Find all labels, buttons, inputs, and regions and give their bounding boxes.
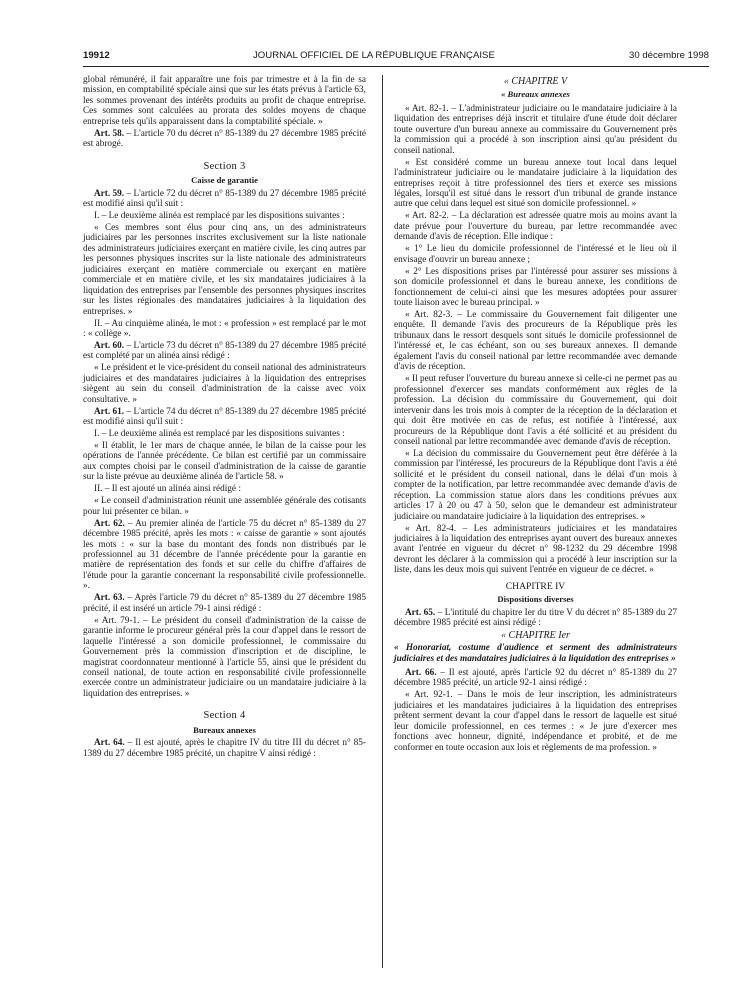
article-label: Art. 65. xyxy=(405,607,436,618)
paragraph: « 1° Le lieu du domicile professionnel de l'intéressé et le lieu où il envisage d'ouvrir un bureau annexe ; xyxy=(394,244,677,265)
paragraph: « Art. 82-2. – La déclaration est adressée quatre mois au moins avant la date prévue pour l'ouverture du bureau, par lettre recommandée avec demande d'avis de réception. Elle indique : xyxy=(394,211,677,243)
article-text: – L'intitulé du chapitre Ier du titre V du décret n° 85-1389 du 27 décembre 1985 précité est ainsi rédigé : xyxy=(394,607,677,629)
section-title: Section 4 xyxy=(203,710,246,722)
article-text: – Au premier alinéa de l'article 75 du décret n° 85-1389 du 27 décembre 1985 précité, après les mots : « caisse de garantie » sont ajoutés les mots : « sur la base du montant des fonds non distribués par le professionnel au 31 décembre de l'année précédente pour la garantie en matière de représentation des fonds et sur celle du chiffre d'affaires de l'étude pour la garantie concernant la responsabilité civile professionnelle. ». xyxy=(83,518,366,592)
paragraph: « La décision du commissaire du Gouvernement peut être déférée à la commission par l'intéressé, les procureurs de la République dont l'avis a été sollicité et le président du conseil national, dans le délai d'un mois à compter de la notification, par lettre recommandée avec demande d'avis de réception. La commission statue alors dans les conditions prévues aux articles 17 à 20 ou 47 à 50, selon que le demandeur est administrateur judiciaire ou mandataire judiciaire à la liquidation des entreprises. » xyxy=(394,448,677,522)
article-label: Art. 62. xyxy=(94,518,125,529)
article-58 xyxy=(83,129,366,150)
page-header xyxy=(83,50,709,64)
paragraph: « Art. 82-4. – Les administrateurs judiciaires et les mandataires judiciaires à la liquidation des entreprises ayant ouvert des bureaux annexes avant l'entrée en vigueur du décret n° 98-1232 du 29 décembre 1998 devront les déclarer à la commission qui a procédé à leur inscription sur la liste, dans les deux mois qui suivent l'entrée en vigueur de ce décret. » xyxy=(394,523,677,576)
paragraph: « Art. 82-1. – L'administrateur judiciaire ou le mandataire judiciaire à la liquidation des entreprises déjà inscrit et titulaire d'une étude doit déclarer toute ouverture d'un bureau annexe au commissaire du Gouvernement près la commission qui a procédé à son inscription ainsi qu'au président du conseil national. xyxy=(394,103,677,156)
section-subtitle: Bureaux annexes xyxy=(193,724,256,735)
article-60 xyxy=(83,341,366,362)
section-title: Section 3 xyxy=(203,160,246,172)
article-61 xyxy=(83,407,366,428)
column-divider xyxy=(382,75,383,968)
paragraph: « Le conseil d'administration réunit une assemblée générale des cotisants pour lui présenter ce bilan. » xyxy=(83,496,366,517)
chapter-heading: « Honorariat, costume d'audience et serment des administrateurs judiciaires et des mandataires judiciaires à la liquidation des entreprises » xyxy=(394,643,677,664)
article-label: Art. 59. xyxy=(94,188,125,199)
article-label: Art. 60. xyxy=(94,340,125,351)
article-text: – L'article 73 du décret n° 85-1389 du 27 décembre 1985 précité est complété par un alinéa ainsi rédigé : xyxy=(83,340,367,362)
section-subtitle: Caisse de garantie xyxy=(191,175,258,186)
article-text: – Après l'article 79 du décret n° 85-1389 du 27 décembre 1985 précité, il est inséré un article 79-1 ainsi rédigé : xyxy=(83,593,366,614)
paragraph: « Art. 92-1. – Dans le mois de leur inscription, les administrateurs judiciaires et les mandataires judiciaires à la liquidation des entreprises prêtent serment devant la cour d'appel dans le ressort de laquelle est situé leur domicile professionnel, en ces termes : « Je jure d'exercer mes fonctions avec honneur, dignité, indépendance et probité, et de me conformer en toute occasion aux lois et règlements de ma profession. » xyxy=(394,690,677,753)
paragraph: II. – Au cinquième alinéa, le mot : « profession » est remplacé par le mot : « collège ». xyxy=(83,318,366,339)
article-label: Art. 66. xyxy=(405,668,437,679)
paragraph: II. – Il est ajouté un alinéa ainsi rédigé : xyxy=(94,484,241,495)
article-66 xyxy=(394,668,677,689)
paragraph: « 2° Les dispositions prises par l'intéressé pour assurer ses missions à son domicile professionnel et dans le bureau annexe, les conditions de fonctionnement de celui-ci ainsi que les mesures adoptées pour assurer toute liaison avec le bureau principal. » xyxy=(394,266,677,309)
right-column xyxy=(394,75,677,755)
article-59 xyxy=(83,189,366,210)
paragraph: I. – Le deuxième alinéa est remplacé par les dispositions suivantes : xyxy=(94,429,345,440)
chapter-subtitle: « Bureaux annexes xyxy=(501,89,570,100)
article-62 xyxy=(83,519,366,592)
article-label: Art. 63. xyxy=(94,593,125,604)
paragraph: « Il établit, le 1er mars de chaque année, le bilan de la caisse pour les opérations de l'année précédente. Ce bilan est certifié par un commissaire aux comptes choisi par le conseil d'administration de la caisse de garantie sur la liste prévue au deuxième alinéa de l'article 58. » xyxy=(83,441,366,483)
chapter-title: « CHAPITRE Ier xyxy=(501,629,570,641)
issue-date: 30 décembre 1998 xyxy=(628,50,709,61)
paragraph: « Il peut refuser l'ouverture du bureau annexe si celle-ci ne permet pas au professionnel d'exercer ses mandats conformément aux règles de la profession. La décision du commissaire du Gouvernement, qui doit intervenir dans les trois mois à compter de la réception de la déclaration et qui doit être motivée en cas de refus, est notifiée à l'intéressé, aux procureurs de la République dont l'avis a été sollicité et au président du conseil national par lettre recommandée avec demande d'avis de réception. xyxy=(394,374,677,447)
paragraph: « Est considéré comme un bureau annexe tout local dans lequel l'administrateur judiciaire ou le mandataire judiciaire à la liquidation des entreprises reçoit à titre professionnel des tiers et exerce ses missions légales, lorsqu'il est situé dans le ressort d'un tribunal de grande instance autre que celui dans lequel est situé son domicile professionnel. » xyxy=(394,157,677,210)
paragraph: « Le président et le vice-président du conseil national des administrateurs judiciaires et des mandataires judiciaires à la liquidation des entreprises siègent au sein du conseil d'administration de la caisse avec voix consultative. » xyxy=(83,363,366,405)
article-text: – L'article 72 du décret n° 85-1389 du 27 décembre 1985 précité est modifié ainsi qu'il suit : xyxy=(83,188,367,210)
chapter-title: CHAPITRE IV xyxy=(505,580,566,592)
article-label: Art. 58. xyxy=(94,128,125,139)
article-65 xyxy=(394,608,677,629)
article-64 xyxy=(83,738,366,759)
paragraph: « Ces membres sont élus pour cinq ans, un des administrateurs judiciaires par les personnes inscrites exclusivement sur la liste nationale des administrateurs judiciaires exerçant en matière civile, les cinq autres par les personnes physiques inscrites sur la liste nationale des administrateurs judiciaires exerçant en matière commerciale ou exerçant en matière commerciale et en matière civile, et les six mandataires judiciaires à la liquidation des entreprises par l'ensemble des personnes physiques inscrites sur les listes régionales des mandataires judiciaires à la liquidation des entreprises. » xyxy=(83,222,366,317)
article-label: Art. 61. xyxy=(94,406,125,417)
article-text: – Il est ajouté, après l'article 92 du décret n° 85-1389 du 27 décembre 1985 précité, un article 92-1 ainsi rédigé : xyxy=(394,668,677,689)
paragraph: global rémunéré, il fait apparaître une fois par trimestre et à la fin de sa mission, en comptabilité spéciale ainsi que sur les états prévus à l'article 63, les sommes provenant des intérêts produits au profit de chaque entreprise. Ces sommes sont calculées au prorata des soldes moyens de chaque entreprise tels qu'ils apparaissent dans la comptabilité spéciale. » xyxy=(83,75,366,127)
article-63 xyxy=(83,593,366,614)
chapter-title: « CHAPITRE V xyxy=(503,76,568,87)
chapter-subtitle: Dispositions diverses xyxy=(497,594,574,605)
header-rule xyxy=(83,66,709,67)
paragraph: I. – Le deuxième alinéa est remplacé par les dispositions suivantes : xyxy=(94,210,345,221)
article-label: Art. 64. xyxy=(94,738,125,749)
article-text: – L'article 74 du décret n° 85-1389 du 27 décembre 1985 précité est modifié ainsi qu'il suit : xyxy=(83,406,367,428)
left-column xyxy=(83,75,366,761)
page-number: 19912 xyxy=(83,50,110,61)
paragraph: « Art. 79-1. – Le président du conseil d'administration de la caisse de garantie informe le procureur général près la cour d'appel dans le ressort de laquelle l'intéressé a son domicile professionnel, le commissaire du Gouvernement près la commission d'inscription et de discipline, le magistrat coordonnateur mentionné à l'article 55, ainsi que le président du conseil national, de toute action en responsabilité civile professionnelle exercée contre un administrateur judiciaire ou un mandataire judiciaire à la liquidation des entreprises. » xyxy=(83,615,366,699)
article-text: – Il est ajouté, après le chapitre IV du titre III du décret n° 85-1389 du 27 décembre 1985 précité, un chapitre V ainsi rédigé : xyxy=(83,738,366,759)
article-text: – L'article 70 du décret n° 85-1389 du 27 décembre 1985 précité est abrogé. xyxy=(83,128,367,150)
journal-title: JOURNAL OFFICIEL DE LA RÉPUBLIQUE FRANÇAISE xyxy=(253,50,495,61)
paragraph: « Art. 82-3. – Le commissaire du Gouvernement fait diligenter une enquête. Il demande l'avis des procureurs de la République près les tribunaux dans le ressort desquels sont situés le domicile professionnel de l'intéressé et, le cas échéant, son ou ses bureaux annexes. Il demande également l'avis du conseil national par lettre recommandée avec demande d'avis de réception. xyxy=(394,310,677,373)
